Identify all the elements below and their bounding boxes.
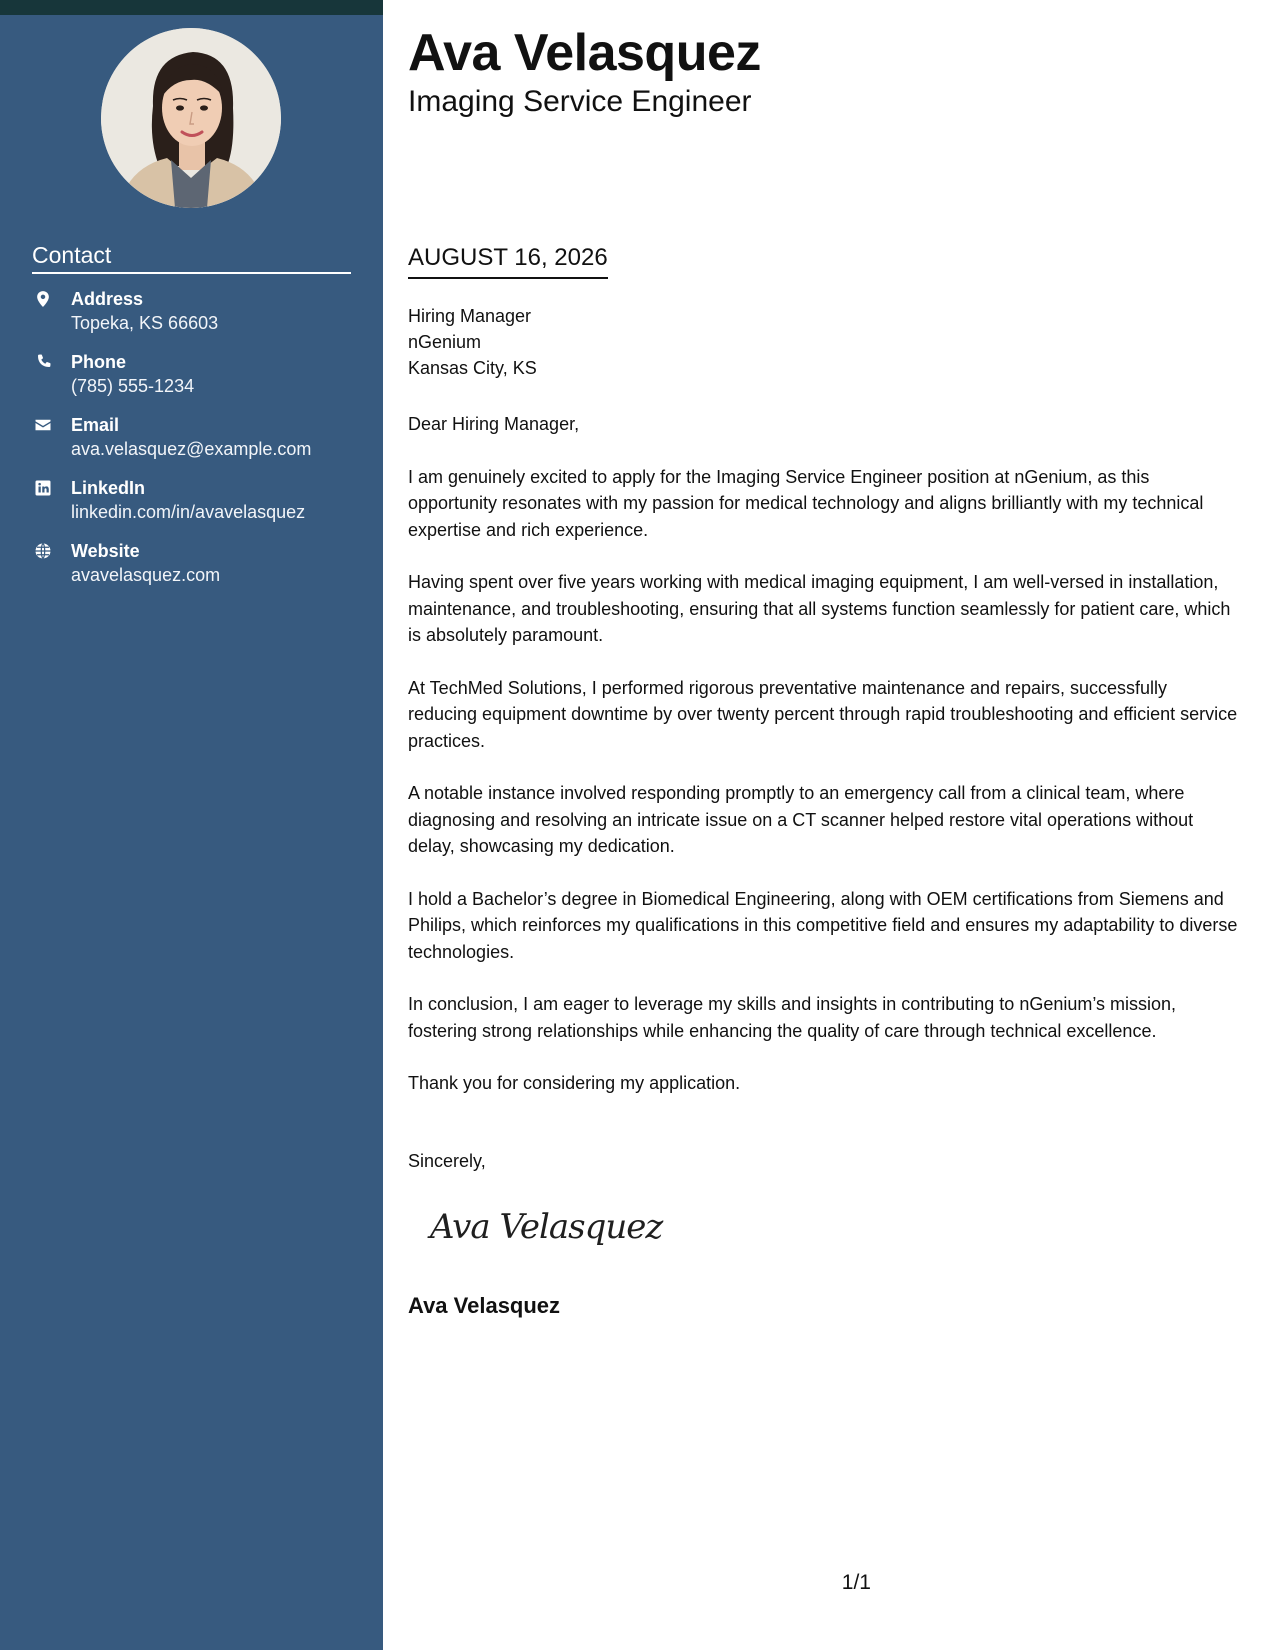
address-value: Topeka, KS 66603 <box>71 313 219 333</box>
body-paragraph: Having spent over five years working with medical imaging equipment, I am well-versed in installation, maintenance, and troubleshooting, ensuring that all systems function seamlessly for patient care, which is absolutely paramount. <box>408 572 1231 645</box>
contact-section <box>32 240 351 603</box>
sidebar-top-band <box>0 0 383 15</box>
contact-item-phone <box>32 351 351 414</box>
recipient-title: Hiring Manager <box>408 306 532 326</box>
contact-label: Email <box>71 415 120 435</box>
recipient-location: Kansas City, KS <box>408 358 537 378</box>
contact-item-email <box>32 414 351 477</box>
signer-name: Ava Velasquez <box>408 1293 561 1318</box>
page-number: 1/1 <box>841 1571 871 1594</box>
handwritten-signature <box>426 1196 666 1256</box>
letter-body <box>408 411 1238 1123</box>
applicant-name: Ava Velasquez <box>408 24 761 82</box>
website-link[interactable]: avavelasquez.com <box>71 565 221 585</box>
applicant-role: Imaging Service Engineer <box>408 85 752 118</box>
avatar <box>101 28 281 208</box>
body-paragraph: Thank you for considering my application. <box>408 1073 741 1093</box>
envelope-icon <box>34 416 52 434</box>
contact-heading: Contact <box>32 240 351 274</box>
linkedin-link[interactable]: linkedin.com/in/avavelasquez <box>71 502 306 522</box>
body-paragraph: In conclusion, I am eager to leverage my skills and insights in contributing to nGenium’s mission, fostering strong relationships while enhancing the quality of care through technical excellence. <box>408 994 1177 1041</box>
contact-item-website <box>32 540 351 603</box>
body-paragraph: At TechMed Solutions, I performed rigorous preventative maintenance and repairs, successfully reducing equipment downtime by over twenty percent through rapid troubleshooting and efficient service practices. <box>408 677 1238 751</box>
letter-main <box>408 0 1238 1650</box>
phone-value: (785) 555-1234 <box>71 376 195 396</box>
letter-date: AUGUST 16, 2026 <box>408 243 608 279</box>
recipient-company: nGenium <box>408 332 482 352</box>
contact-item-address <box>32 288 351 351</box>
closing: Sincerely, <box>408 1151 486 1171</box>
linkedin-icon <box>34 479 52 497</box>
contact-label: LinkedIn <box>71 478 146 498</box>
svg-text:Ava Velasquez: Ava Velasquez <box>430 1207 663 1247</box>
contact-item-linkedin <box>32 477 351 540</box>
salutation: Dear Hiring Manager, <box>408 414 580 434</box>
recipient-block <box>408 303 537 381</box>
phone-icon <box>34 353 52 371</box>
profile-photo <box>101 28 281 208</box>
email-link[interactable]: ava.velasquez@example.com <box>71 439 312 459</box>
contact-label: Website <box>71 541 140 561</box>
body-paragraph: A notable instance involved responding promptly to an emergency call from a clinical team, where diagnosing and resolving an intricate issue on a CT scanner helped restore vital operations without delay, showcasing my dedication. <box>408 783 1194 856</box>
body-paragraph: I am genuinely excited to apply for the Imaging Service Engineer position at nGenium, as this opportunity resonates with my passion for medical technology and aligns brilliantly with my technical expertise and rich experience. <box>408 466 1204 540</box>
map-pin-icon <box>34 290 52 308</box>
globe-icon <box>34 542 52 560</box>
body-paragraph: I hold a Bachelor’s degree in Biomedical Engineering, along with OEM certifications from Siemens and Philips, which reinforces my qualifications in this competitive field and ensures my adaptability to diverse technologies. <box>408 888 1238 962</box>
contact-label: Address <box>71 289 144 309</box>
sidebar <box>0 0 383 1650</box>
contact-label: Phone <box>71 352 127 372</box>
